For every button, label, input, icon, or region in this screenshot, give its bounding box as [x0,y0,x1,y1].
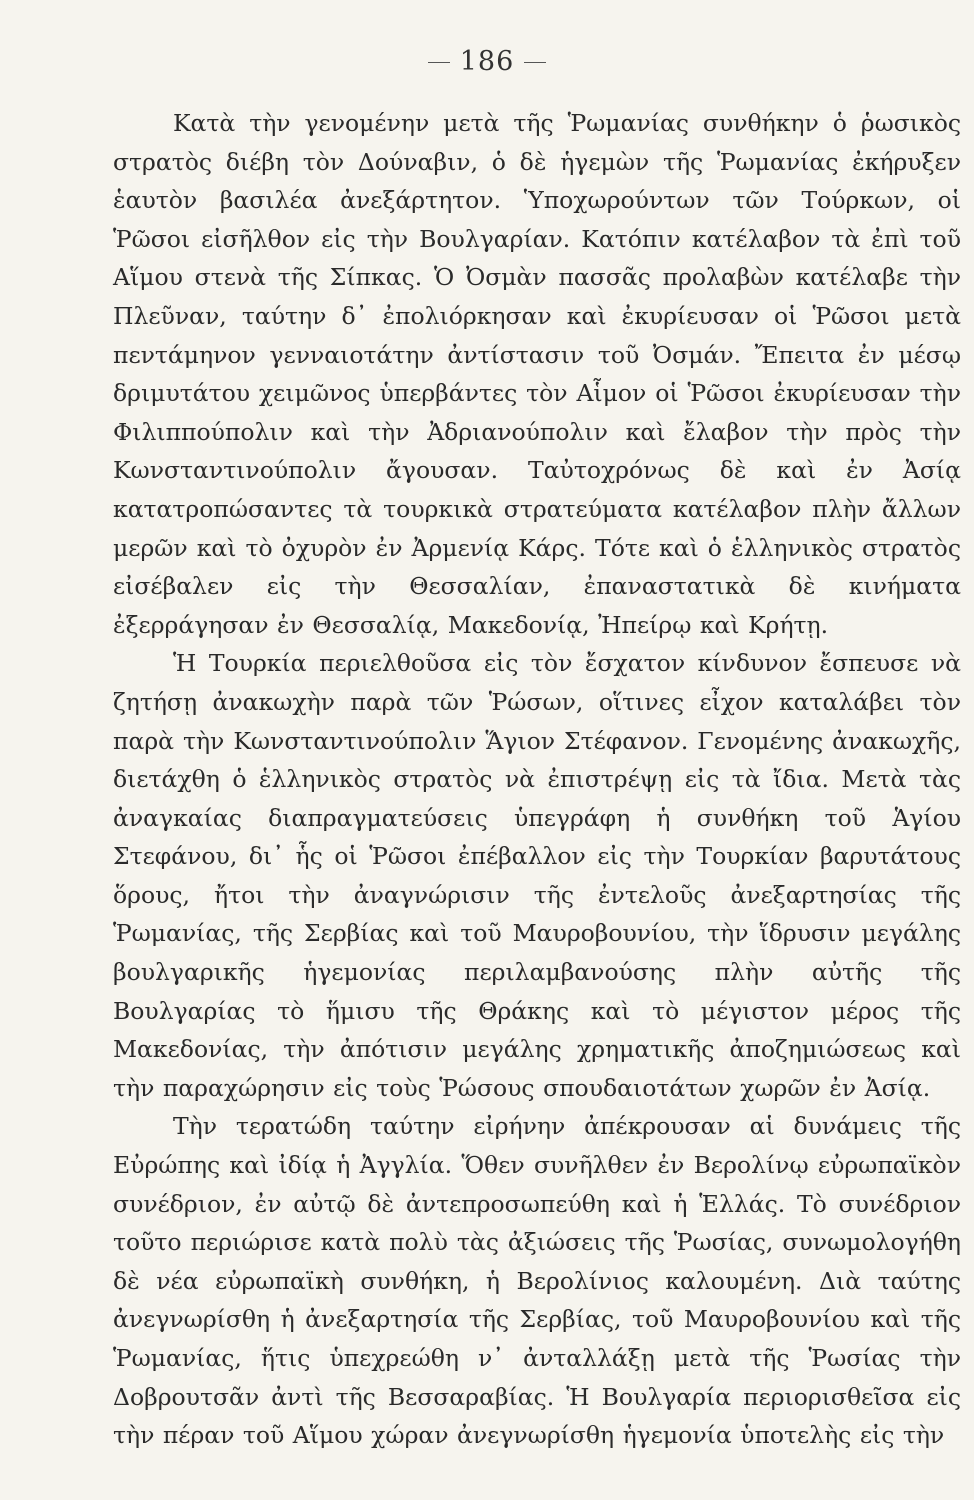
page-number-right-dash [524,62,546,64]
page-number: 186 [459,46,515,77]
paragraph-treaty-of-san-stefano: Ἡ Τουρκία περιελθοῦσα εἰς τὸν ἔσχατον κίνδυνον ἔσπευσε νὰ ζητήσῃ ἀνακωχὴν παρὰ τῶν Ῥώσων, οἵτινες εἶχον καταλάβει τὸν παρὰ τὴν Κωνσταντινούπολιν Ἅγιον Στέφανον. Γενομένης ἀνακωχῆς, διετάχθη ὁ ἑλληνικὸς στρατὸς νὰ ἐπιστρέψῃ εἰς τὰ ἴδια. Μετὰ τὰς ἀναγκαίας διαπραγματεύσεις ὑπεγράφη ἡ συνθήκη τοῦ Ἁγίου Στεφάνου, δι᾽ ἧς οἱ Ῥῶσοι ἐπέβαλλον εἰς τὴν Τουρκίαν βαρυτάτους ὅρους, ἤτοι τὴν ἀναγνώρισιν τῆς ἐντελοῦς ἀνεξαρτησίας τῆς Ῥωμανίας, τῆς Σερβίας καὶ τοῦ Μαυροβουνίου, τὴν ἵδρυσιν μεγάλης βουλγαρικῆς ἡγεμονίας περιλαμβανούσης πλὴν αὐτῆς τῆς Βουλγαρίας τὸ ἥμισυ τῆς Θράκης καὶ τὸ μέγιστον μέρος τῆς Μακεδονίας, τὴν ἀπότισιν μεγάλης χρηματικῆς ἀποζημιώσεως καὶ τὴν παραχώρησιν εἰς τοὺς Ῥώσους σπουδαιοτάτων χωρῶν ἐν Ἀσίᾳ. [113,649,961,1102]
paragraph-congress-of-berlin: Τὴν τερατώδη ταύτην εἰρήνην ἀπέκρουσαν αἱ δυνάμεις τῆς Εὐρώπης καὶ ἰδίᾳ ἡ Ἀγγλία. Ὅθεν συνῆλθεν ἐν Βερολίνῳ εὐρωπαϊκὸν συνέδριον, ἐν αὐτῷ δὲ ἀντεπροσωπεύθη καὶ ἡ Ἑλλάς. Τὸ συνέδριον τοῦτο περιώρισε κατὰ πολὺ τὰς ἀξιώσεις τῆς Ῥωσίας, συνωμολογήθη δὲ νέα εὐρωπαϊκὴ συνθήκη, ἡ Βερολίνιος καλουμένη. Διὰ ταύτης ἀνεγνωρίσθη ἡ ἀνεξαρτησία τῆς Σερβίας, τοῦ Μαυροβουνίου καὶ τῆς Ῥωμανίας, ἥτις ὑπεχρεώθη ν᾽ ἀνταλλάξῃ μετὰ τῆς Ῥωσίας τὴν Δοβρουτσᾶν ἀντὶ τῆς Βεσσαραβίας. Ἡ Βουλγαρία περιορισθεῖσα εἰς τὴν πέραν τοῦ Αἵμου χώραν ἀνεγνωρίσθη ἡγεμονία ὑποτελὴς εἰς τὴν [113,1112,961,1450]
body-text [113,104,961,1455]
page-number-left-dash [428,62,450,64]
paragraph-russian-campaign: Κατὰ τὴν γενομένην μετὰ τῆς Ῥωμανίας συνθήκην ὁ ῥωσικὸς στρατὸς διέβη τὸν Δούναβιν, ὁ δὲ ἡγεμὼν τῆς Ῥωμανίας ἐκήρυξεν ἑαυτὸν βασιλέα ἀνεξάρτητον. Ὑποχωρούντων τῶν Τούρκων, οἱ Ῥῶσοι εἰσῆλθον εἰς τὴν Βουλγαρίαν. Κατόπιν κατέλαβον τὰ ἐπὶ τοῦ Αἵμου στενὰ τῆς Σίπκας. Ὁ Ὀσμὰν πασσᾶς προλαβὼν κατέλαβε τὴν Πλεῦναν, ταύτην δ᾽ ἐπολιόρκησαν καὶ ἐκυρίευσαν οἱ Ῥῶσοι μετὰ πεντάμηνον γενναιοτάτην ἀντίστασιν τοῦ Ὀσμάν. Ἔπειτα ἐν μέσῳ δριμυτάτου χειμῶνος ὑπερβάντες τὸν Αἷμον οἱ Ῥῶσοι ἐκυρίευσαν τὴν Φιλιππούπολιν καὶ τὴν Ἀδριανούπολιν καὶ ἔλαβον τὴν πρὸς τὴν Κωνσταντινούπολιν ἄγουσαν. Ταὐτοχρόνως δὲ καὶ ἐν Ἀσίᾳ κατατροπώσαντες τὰ τουρκικὰ στρατεύματα κατέλαβον πλὴν ἄλλων μερῶν καὶ τὸ ὀχυρὸν ἐν Ἀρμενίᾳ Κάρς. Τότε καὶ ὁ ἑλληνικὸς στρατὸς εἰσέβαλεν εἰς τὴν Θεσσαλίαν, ἐπαναστατικὰ δὲ κινήματα ἐξερράγησαν ἐν Θεσσαλίᾳ, Μακεδονίᾳ, Ἠπείρῳ καὶ Κρήτῃ. [113,109,961,639]
page-number-header [0,46,974,77]
